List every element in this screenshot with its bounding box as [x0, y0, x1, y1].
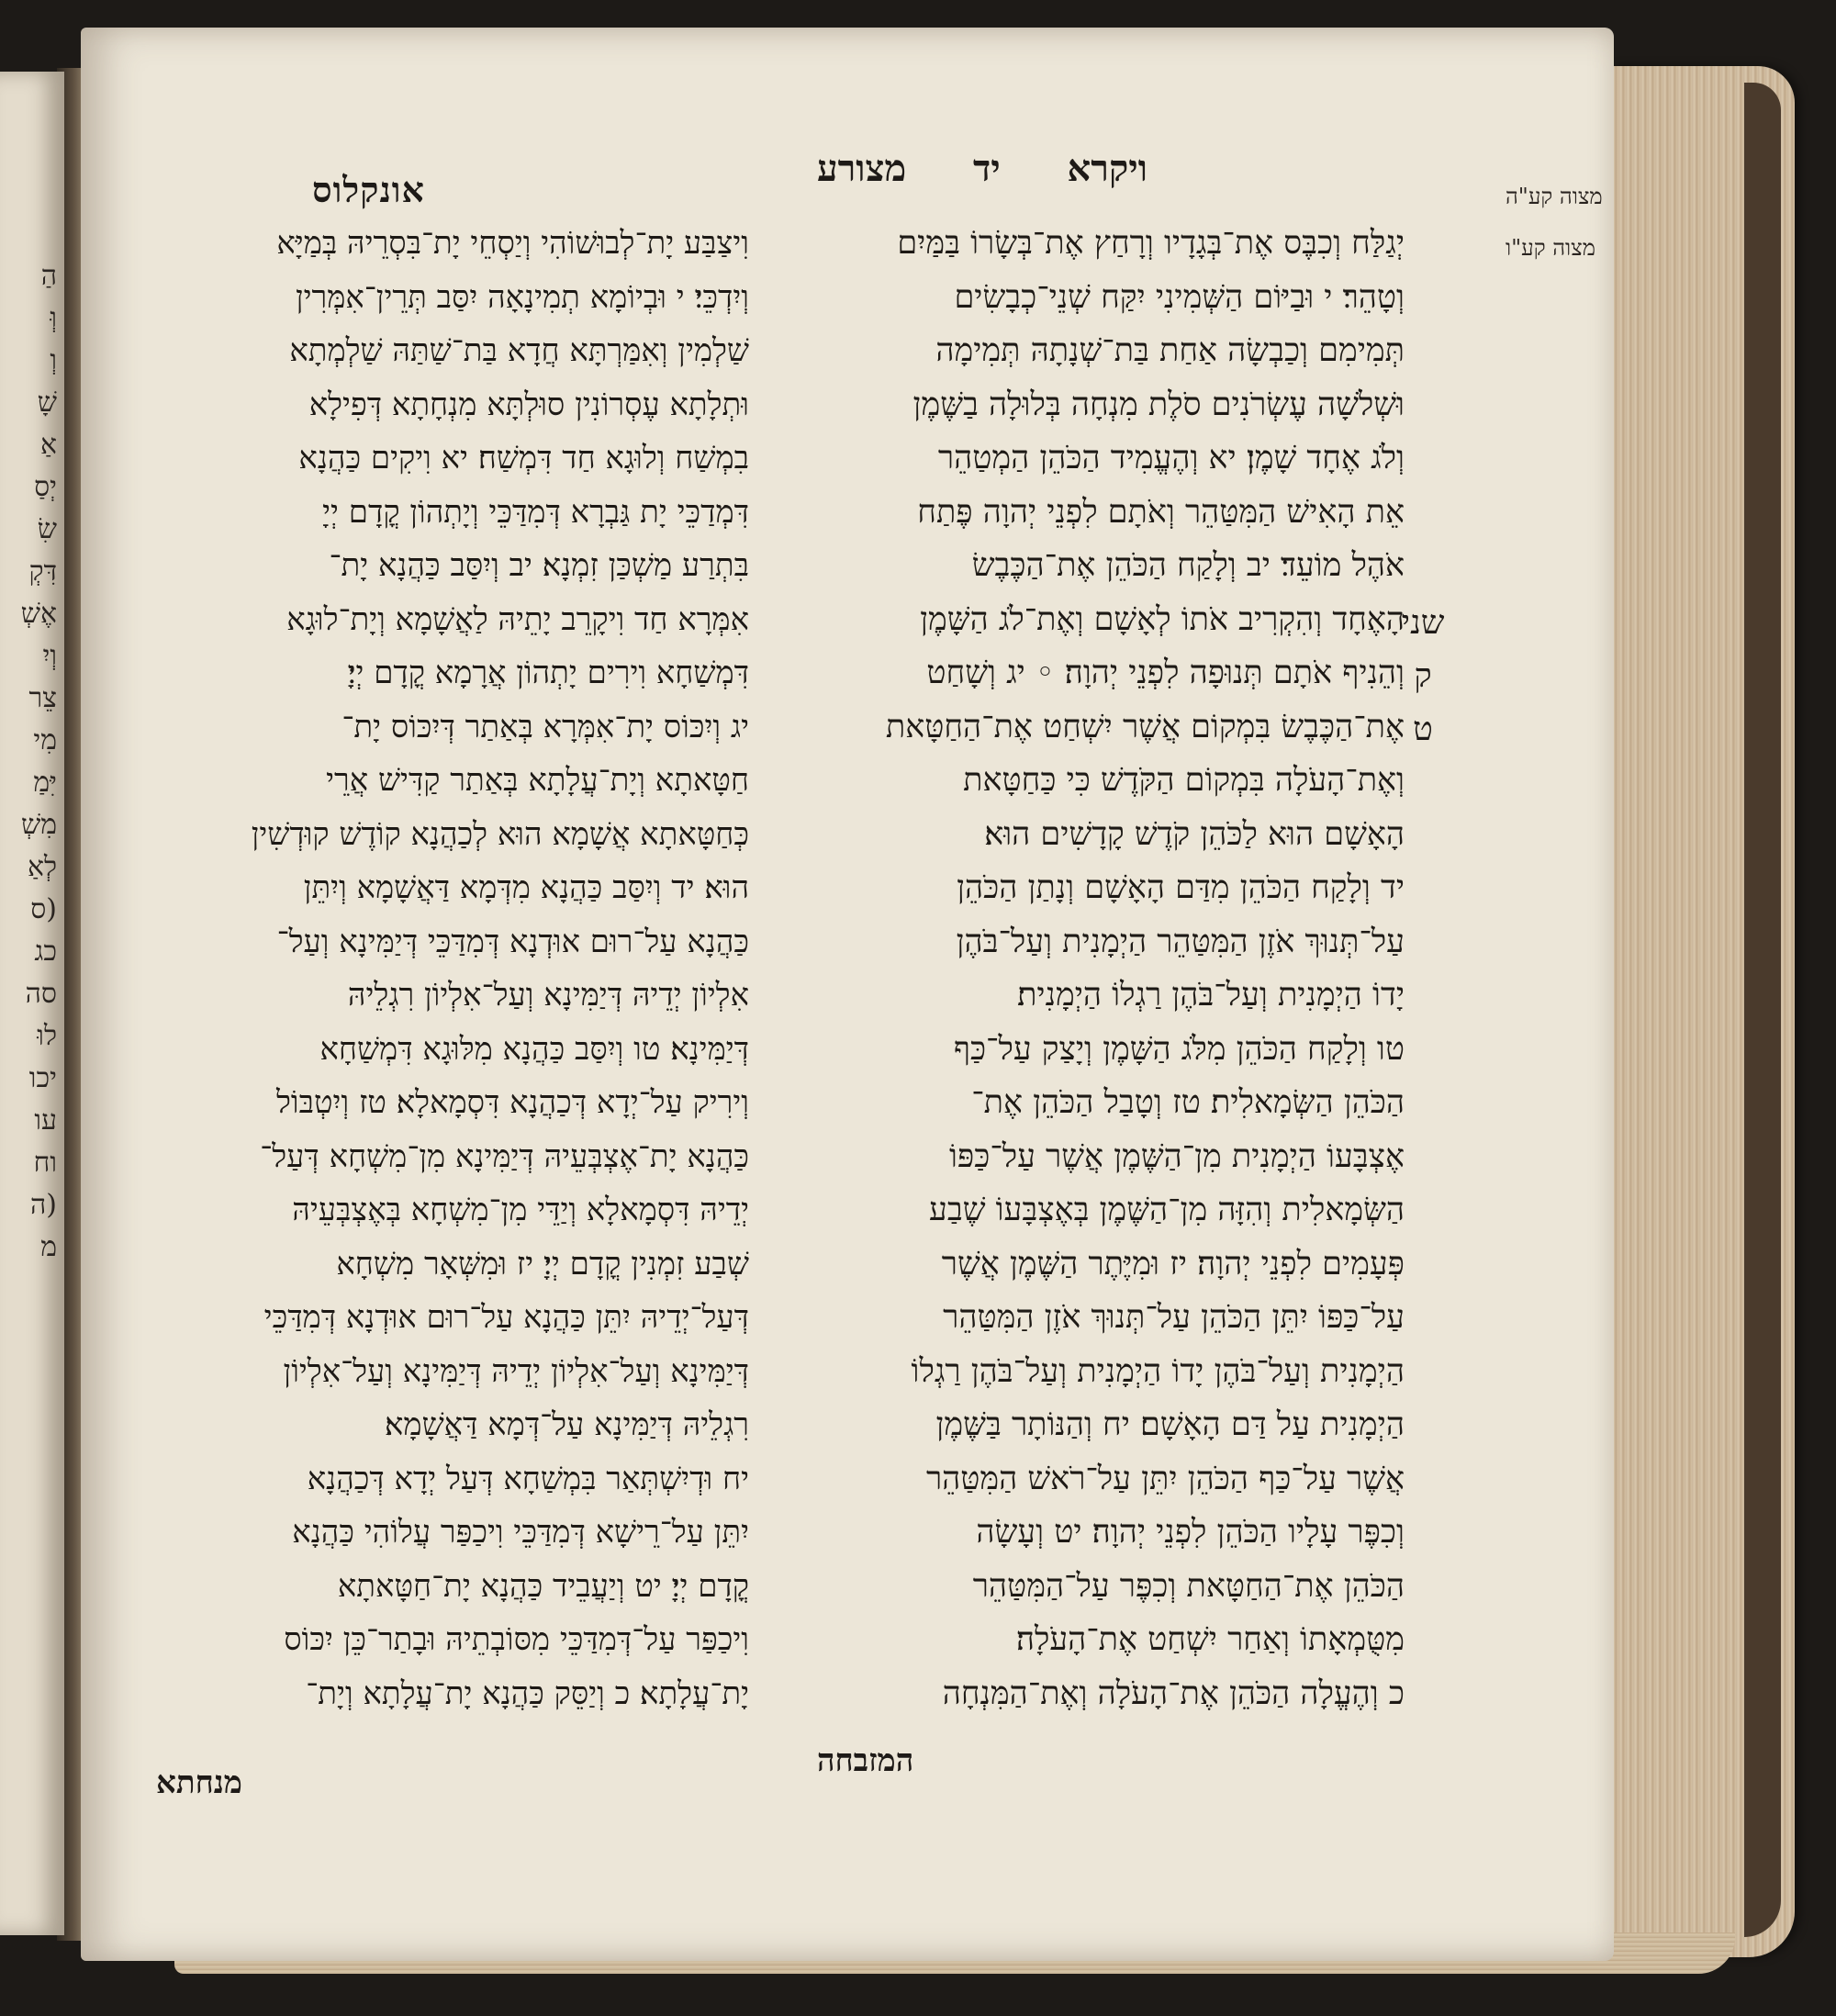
left-page-fragment: וְּ	[50, 302, 57, 334]
torah-line: אֹהֶל מוֹעֵד׃ יב וְלָקַח הַכֹּהֵן אֶת־הַכֶּבֶשׂ	[971, 547, 1405, 584]
left-page-fragment: סה	[25, 978, 57, 1010]
torah-line: הַיְמָנִית עַל דַּם הָאָשָׁם׃ יח וְהַנּוֹתָר בַּשֶּׁמֶן	[935, 1406, 1405, 1443]
left-page-fragment: מ	[40, 1231, 57, 1263]
torah-line: פְּעָמִים לִפְנֵי יְהוָה׃ יז וּמִיֶּתֶר הַשֶּׁמֶן אֲשֶׁר	[941, 1245, 1405, 1282]
left-page-fragment: הַ	[40, 260, 57, 292]
chapter-number: יד	[973, 147, 1001, 190]
onkelos-line: קֳדָם יְיָ׃ יט וְיַעֲבֵיד כַּהֲנָא יָת־חַטָּאתָא	[337, 1567, 749, 1605]
left-page-fragment: מִשְׁ	[20, 809, 57, 841]
left-page-fragment: (ס	[30, 893, 57, 925]
left-page-fragment: אֶשְׁ	[20, 598, 57, 630]
torah-line: הַכֹּהֵן הַשְּׂמָאלִית׃ טז וְטָבַל הַכֹּהֵן אֶת־	[971, 1084, 1405, 1121]
onkelos-line: וּתְלָתָא עֶסְרוֹנִין סוּלְתָּא מִנְחָתָא דְּפִילָא	[308, 386, 749, 423]
left-page-fragment: אַ	[39, 429, 57, 461]
torah-line: מִטֻּמְאָתוֹ וְאַחַר יִשְׁחַט אֶת־הָעֹלָה׃	[1015, 1621, 1405, 1658]
onkelos-line: וְיִדְכֵּי׃ י וּבְיוֹמָא תְמִינָאָה יִסַּב תְּרֵין־אִמְּרִין	[295, 278, 749, 316]
onkelos-line: דִּמְדַכֵּי יָת גַּבְרָא דְּמִדַּכֵּי וְיָתְהוֹן קֳדָם יְיָ	[322, 493, 749, 531]
onkelos-line: שְׁבַע זִמְנִין קֳדָם יְיָ׃ יז וּמִשְּׁאָר מִשְׁחָא	[336, 1245, 749, 1282]
left-page-fragment: וְ	[50, 344, 57, 376]
onkelos-line: אִמְּרָא חַד וִיקָרֵב יָתֵיהּ לַאֲשָׁמָא וְיָת־לוּגָא	[286, 600, 749, 638]
left-page-fragment: (ה	[30, 1189, 57, 1221]
book-name: ויקרא	[1067, 147, 1148, 190]
torah-line: יְגַלַּח וְכִבֶּס אֶת־בְּגָדָיו וְרָחַץ אֶת־בְּשָׂרוֹ בַּמַּיִם	[897, 225, 1405, 262]
parasha-name: מצורע	[817, 147, 907, 190]
torah-line: יד וְלָקַח הַכֹּהֵן מִדַּם הָאָשָׁם וְנָתַן הַכֹּהֵן	[957, 869, 1405, 906]
left-page-fragment: כג	[34, 935, 57, 968]
left-page-fragment: מִי	[33, 724, 57, 756]
onkelos-line: כַּהֲנָא יָת־אֶצְבְּעֵיהּ דְּיַמִּינָא מִן־מִשְׁחָא דְּעַל־	[260, 1137, 749, 1175]
left-page-fragment: יכו	[28, 1062, 57, 1094]
catchword-torah: המזבחה	[817, 1742, 914, 1779]
torah-line: אֶצְבָּעוֹ הַיְמָנִית מִן־הַשֶּׁמֶן אֲשֶׁר עַל־כַּפּוֹ	[948, 1137, 1405, 1175]
torah-line: וְהֵנִיף אֹתָם תְּנוּפָה לִפְנֵי יְהוָה׃ ◦ יג וְשָׁחַט	[926, 655, 1405, 691]
onkelos-line: יָת־עֲלָתָא׃ כ וְיַסֵּק כַּהֲנָא יָת־עֲלָתָא וְיָת־	[306, 1674, 749, 1712]
torah-line: אֵת הָאִישׁ הַמִּטַּהֵר וְאֹתָם לִפְנֵי יְהוָה פֶּתַח	[917, 493, 1405, 531]
onkelos-line: יְדֵיהּ דִּסְמָאלָא וְיַדֵּי מִן־מִשְׁחָא בְּאֶצְבְּעֵיהּ	[292, 1192, 749, 1228]
left-page-fragment: שִׂ	[37, 513, 57, 545]
mitzvah-note: מצוה קע"ו	[1506, 235, 1595, 261]
torah-line: וְלֹג אֶחָד שָׁמֶן׃ יא וְהֶעֱמִיד הַכֹּהֵן הַמְטַהֵר	[937, 440, 1405, 476]
torah-line: תְּמִימִם וְכַבְשָׂה אַחַת בַּת־שְׁנָתָהּ תְּמִימָה	[935, 332, 1405, 369]
onkelos-line: וִיצַבַּע יָת־לְבוּשׁוֹהִי וְיַסְחֵי יָת־בִּסְרֵיהּ בְּמַיָּא	[276, 225, 749, 262]
onkelos-line: כְּחַטָּאתָא אֲשָׁמָא הוּא לְכַהֲנָא קוֹדֶשׁ קוּדְשִׁין	[251, 815, 749, 853]
left-page-fragment: לוּ	[37, 1020, 57, 1052]
aliyah-mark: שני	[1401, 604, 1445, 642]
torah-line: וְכִפֶּר עָלָיו הַכֹּהֵן לִפְנֵי יְהוָה׃ יט וְעָשָׂה	[976, 1514, 1405, 1551]
onkelos-line: יג וְיִכּוֹס יָת־אִמְּרָא בְּאַתַר דְּיִכּוֹס יָת־	[341, 708, 749, 745]
left-page-fragment: וח	[33, 1147, 57, 1179]
mitzvah-note: מצוה קע"ה	[1506, 184, 1603, 209]
onkelos-line: יח וּדְיִשְׁתְּאַר בִּמְשַׁחָא דְּעַל יְדָא דְּכַהֲנָא	[307, 1460, 749, 1497]
aliyah-mark: ק	[1414, 657, 1432, 695]
onkelos-line: שַׁלְמִין וְאִמַּרְתָּא חֲדָא בַּת־שַׁתַּהּ שַׁלְמְתָא	[289, 332, 749, 369]
onkelos-line: וִיכַפַּר עַל־דְּמִדַּכֵּי מִסּוֹבְתֵיהּ וּבָתַר־כֵּן יִכּוֹס	[284, 1621, 749, 1658]
onkelos-line: חַטָּאתָא וְיָת־עֲלָתָא בְּאַתַר קַדִּישׁ אֲרֵי	[326, 762, 749, 799]
onkelos-line: כַּהֲנָא עַל־רוּם אוּדְנָא דְּמִדַּכֵּי דְּיַמִּינָא וְעַל־	[276, 923, 749, 960]
onkelos-column	[92, 217, 749, 1720]
left-page-sliver	[0, 72, 64, 1935]
onkelos-line: דְּיַמִּינָא וְעַל־אִלְיוֹן יְדֵיהּ דְּיַמִּינָא וְעַל־אִלְיוֹן	[283, 1352, 749, 1390]
onkelos-line: אִלְיוֹן יְדֵיהּ דְּיַמִּינָא וְעַל־אִלְיוֹן רִגְלֵיהּ	[347, 977, 749, 1014]
left-page-fragment: עו	[34, 1104, 57, 1137]
aliyah-mark: ט	[1413, 711, 1433, 748]
left-page-fragment: יְסַ	[34, 471, 57, 503]
onkelos-header: אונקלוס	[312, 169, 425, 210]
torah-line: עַל־כַּפּוֹ יִתֵּן הַכֹּהֵן עַל־תְּנוּךְ אֹזֶן הַמִּטַּהֵר	[943, 1299, 1405, 1336]
torah-line: הָאָשָׁם הוּא לַכֹּהֵן קֹדֶשׁ קָדָשִׁים הוּא׃	[984, 815, 1405, 853]
book-cover-edge	[1744, 83, 1781, 1937]
left-page-fragment: דִּקְ	[28, 555, 57, 588]
left-page-fragment: יִּמַ	[33, 767, 57, 799]
running-header	[817, 147, 1148, 190]
onkelos-line: הוּא׃ יד וְיִסַּב כַּהֲנָא מִדְּמָא דַּאֲשָׁמָא וְיִתֵּן	[303, 869, 749, 906]
left-page-fragment: וְיִ	[42, 640, 57, 672]
torah-line: עַל־תְּנוּךְ אֹזֶן הַמִּטַּהֵר הַיְמָנִית וְעַל־בֹּהֶן	[956, 923, 1405, 960]
left-page-fragment: צֵר	[28, 682, 57, 714]
torah-line: וְאֶת־הָעֹלָה בִּמְקוֹם הַקֹּדֶשׁ כִּי כַּחַטָּאת	[963, 762, 1405, 799]
onkelos-line: דְּיַמִּינָא׃ טו וְיִסַּב כַּהֲנָא מִלּוּגָא דִּמְשַׁחָא	[319, 1030, 749, 1068]
onkelos-line: דְּעַל־יְדֵיהּ יִתֵּן כַּהֲנָא עַל־רוּם אוּדְנָא דְּמִדַּכֵּי	[263, 1299, 749, 1336]
left-page-fragment: שָׁ	[37, 386, 57, 419]
torah-line: הַיְמָנִית וְעַל־בֹּהֶן יָדוֹ הַיְמָנִית וְעַל־בֹּהֶן רַגְלוֹ	[911, 1352, 1405, 1390]
left-page-text-fragments	[2, 255, 57, 1269]
onkelos-line: בִּתְרַע מַשְׁכַּן זִמְנָא׃ יב וְיִסַּב כַּהֲנָא יָת־	[329, 547, 749, 584]
torah-line: טו וְלָקַח הַכֹּהֵן מִלֹּג הַשָּׁמֶן וְיָצַק עַל־כַּף	[953, 1030, 1405, 1068]
torah-line: וְטָהֵר׃ י וּבַיּוֹם הַשְּׁמִינִי יִקַּח שְׁנֵי־כְבָשִׂים	[954, 278, 1405, 316]
torah-line: הַכֹּהֵן אֶת־הַחַטָּאת וְכִפֶּר עַל־הַמִּטַּהֵר	[972, 1567, 1405, 1605]
torah-line: הַשְּׂמָאלִית וְהִזָּה מִן־הַשֶּׁמֶן בְּאֶצְבָּעוֹ שֶׁבַע	[929, 1192, 1405, 1228]
torah-line: כ וְהֶעֱלָה הַכֹּהֵן אֶת־הָעֹלָה וְאֶת־הַמִּנְחָה	[942, 1674, 1405, 1712]
torah-line: יָדוֹ הַיְמָנִית וְעַל־בֹּהֶן רַגְלוֹ הַיְמָנִית׃	[1017, 977, 1405, 1014]
onkelos-line: בִמְשַׁח וְלוּגָא חַד דִּמְשַׁח׃ יא וִיקִים כַּהֲנָא	[298, 440, 749, 476]
onkelos-line: וְירִיק עַל־יְדָא דְּכַהֲנָא דִּסְמָאלָא׃ טז וְיִטְבּוֹל	[276, 1084, 749, 1121]
onkelos-line: רִגְלֵיהּ דְּיַמִּינָא עַל־דְּמָא דַּאֲשָׁמָא׃	[385, 1406, 749, 1443]
onkelos-line: דִּמְשַׁחָא וִירִים יָתְהוֹן אֲרָמָא קֳדָם יְיָ׃	[347, 655, 749, 691]
torah-line: הָאֶחָד וְהִקְרִיב אֹתוֹ לְאָשָׁם וְאֶת־לֹג הַשָּׁמֶן	[920, 600, 1405, 638]
left-page-fragment: לְאַ	[27, 851, 57, 883]
torah-column	[780, 217, 1405, 1720]
onkelos-line: יִתֵּן עַל־רֵישָׁא דְּמִדַּכֵּי וִיכַפַּר עֲלוֹהִי כַּהֲנָא	[292, 1514, 749, 1551]
catchword-onkelos: מנחתא	[156, 1764, 242, 1801]
torah-line: אֶת־הַכֶּבֶשׂ בִּמְקוֹם אֲשֶׁר יִשְׁחַט אֶת־הַחַטָּאת	[885, 708, 1405, 745]
torah-line: וּשְׁלֹשָׁה עֶשְׂרֹנִים סֹלֶת מִנְחָה בְּלוּלָה בַשֶּׁמֶן	[912, 386, 1405, 423]
torah-line: אֲשֶׁר עַל־כַּף הַכֹּהֵן יִתֵּן עַל־רֹאשׁ הַמִּטַּהֵר	[925, 1460, 1405, 1497]
